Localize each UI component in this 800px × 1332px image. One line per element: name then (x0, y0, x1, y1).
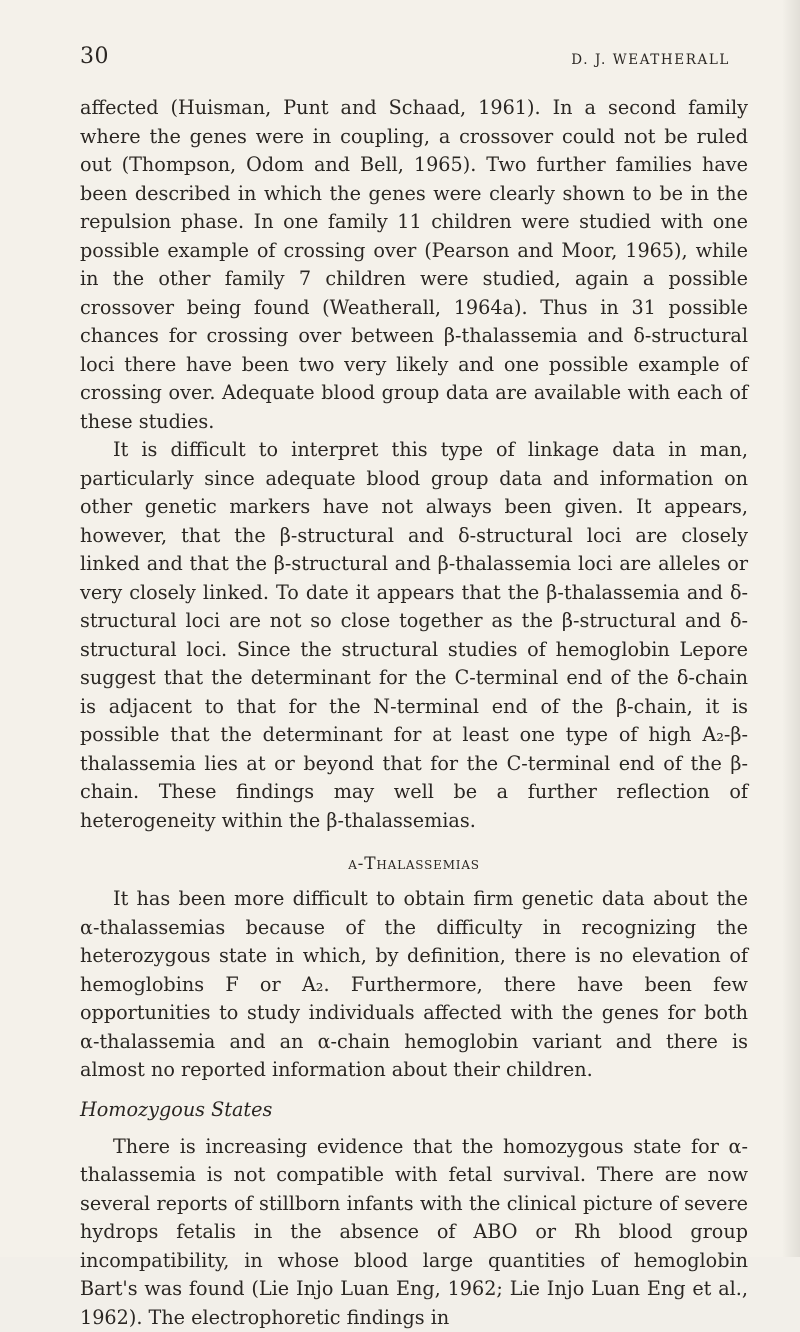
section-heading-alpha-thalassemias (80, 854, 748, 875)
subsection-heading-homozygous-states: Homozygous States (80, 1097, 748, 1123)
section-heading-text: α-Thalassemias (348, 854, 480, 874)
page-header (80, 44, 730, 80)
paragraph-3: It has been more difficult to obtain firm genetic data about the α-thalassemias because of the difficulty in recognizing the heterozygous state in which, by definition, there is no elevation of hemoglobins F or A₂. Furthermore, there have been few opportunities to study individuals affected with the genes for both α-thalassemia and an α-chain hemoglobin variant and there is almost no reported information about their children. (80, 885, 748, 1085)
body-text (80, 94, 748, 1332)
running-head-author: D. J. WEATHERALL (571, 52, 730, 68)
page-number: 30 (80, 44, 109, 69)
paragraph-4: There is increasing evidence that the homozygous state for α-thalassemia is not compatible with fetal survival. There are now several reports of stillborn infants with the clinical picture of severe hydrops fetalis in the absence of ABO or Rh blood group incompatibility, in whose blood large quantities of hemoglobin Bart's was found (Lie Injo Luan Eng, 1962; Lie Injo Luan Eng et al., 1962). The electrophoretic findings in (80, 1133, 748, 1332)
paragraph-1: affected (Huisman, Punt and Schaad, 1961). In a second family where the genes were in coupling, a crossover could not be ruled out (Thompson, Odom and Bell, 1965). Two further families have been described in which the genes were clearly shown to be in the repulsion phase. In one family 11 children were studied with one possible example of crossing over (Pearson and Moor, 1965), while in the other family 7 children were studied, again a possible crossover being found (Weatherall, 1964a). Thus in 31 possible chances for crossing over between β-thalassemia and δ-structural loci there have been two very likely and one possible example of crossing over. Adequate blood group data are available with each of these studies. (80, 94, 748, 436)
paragraph-2: It is difficult to interpret this type of linkage data in man, particularly since adequate blood group data and information on other genetic markers have not always been given. It appears, however, that the β-structural and δ-structural loci are closely linked and that the β-structural and β-thalassemia loci are alleles or very closely linked. To date it appears that the β-thalassemia and δ-structural loci are not so close together as the β-structural and δ-structural loci. Since the structural studies of hemoglobin Lepore suggest that the determinant for the C-terminal end of the δ-chain is adjacent to that for the N-terminal end of the β-chain, it is possible that the determinant for at least one type of high A₂-β-thalassemia lies at or beyond that for the C-terminal end of the β-chain. These findings may well be a further reflection of heterogeneity within the β-thalassemias. (80, 436, 748, 835)
page-edge-shadow (782, 0, 800, 1257)
